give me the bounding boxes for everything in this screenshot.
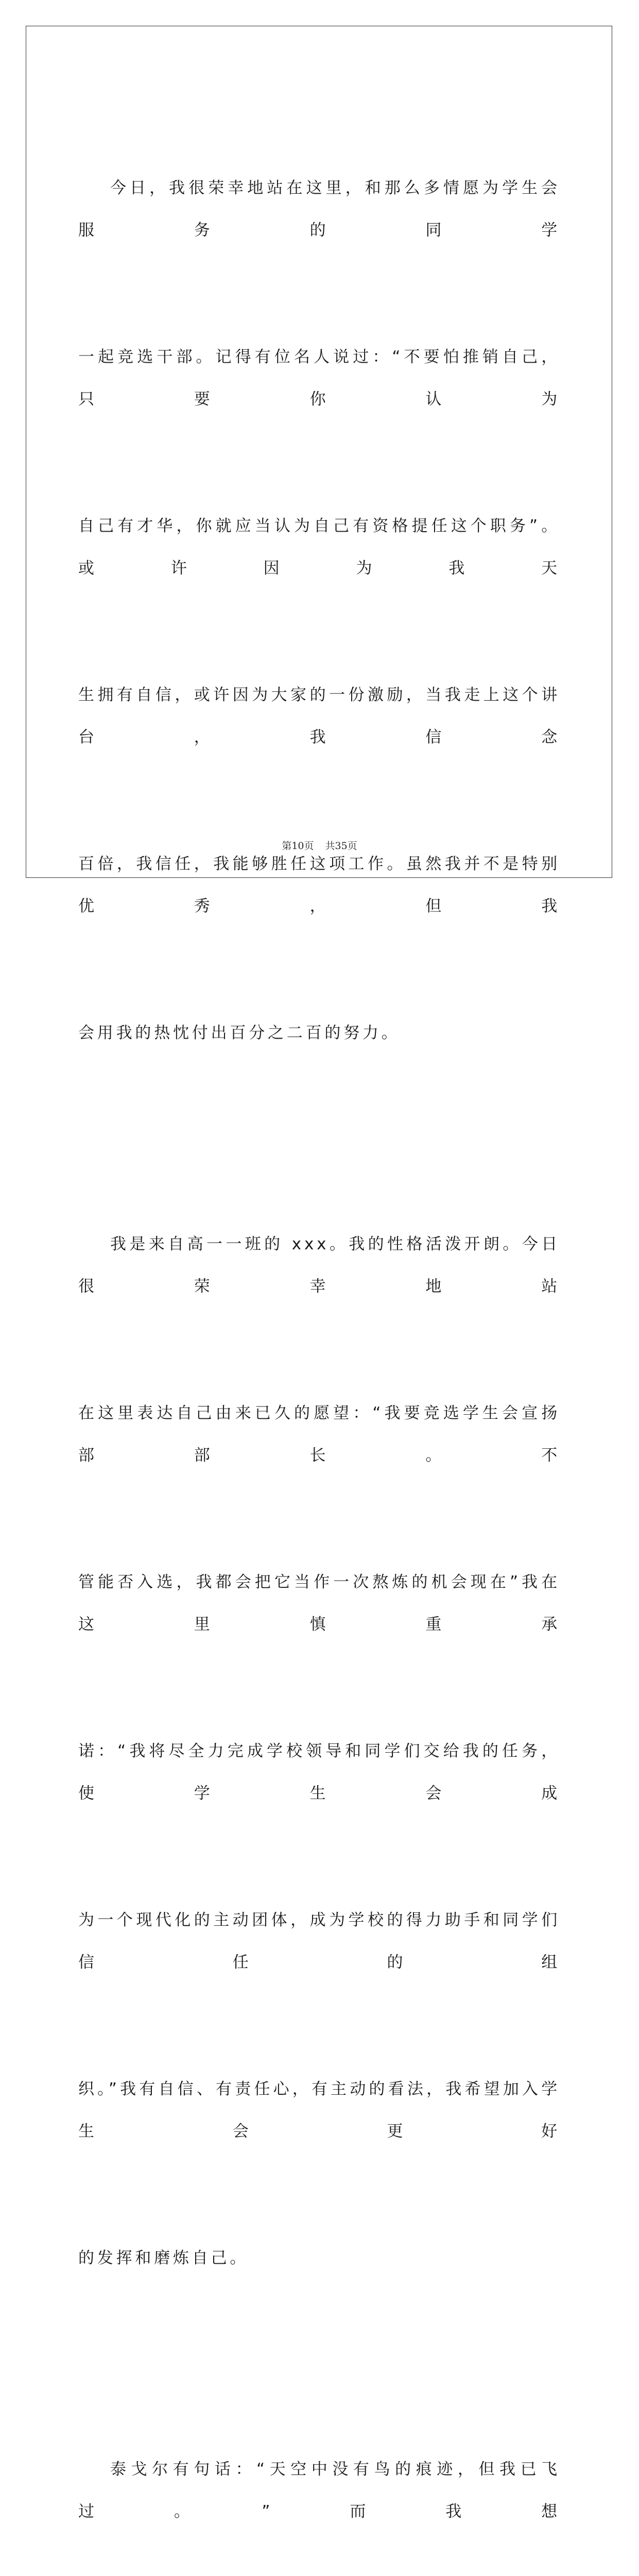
text-line: 一起竞选干部。记得有位名人说过：“不要怕推销自己，只要你认为 [78,348,560,409]
text-line: 管能否入选，我都会把它当作一次熬炼的机会现在”我在这里慎重承 [78,1573,560,1634]
document-body [78,82,560,2576]
total-pages: 共35页 [325,840,357,852]
paragraph-1 [78,82,560,1139]
text-line: 今日，我很荣幸地站在这里，和那么多情愿为学生会服务的同学 [78,179,560,240]
text-line: 为一个现代化的主动团体，成为学校的得力助手和同学们信任的组 [78,1911,560,1972]
paragraph-3 [78,2364,560,2576]
page-number: 第10页 [282,840,314,852]
text-line: 的发挥和磨炼自己。 [78,2249,249,2267]
text-line: 自己有才华，你就应当认为自己有资格提任这个职务”。或许因为我天 [78,517,560,578]
text-line: 诺：“我将尽全力完成学校领导和同学们交给我的任务，使学生会成 [78,1742,560,1803]
text-line: 百倍，我信任，我能够胜任这项工作。虽然我并不是特别优秀，但我 [78,855,560,916]
text-line: 生拥有自信，或许因为大家的一份激励，当我走上这个讲台，我信念 [78,686,560,747]
text-line: 泰戈尔有句话：“天空中没有鸟的痕迹，但我已飞过。”而我想 [78,2460,560,2521]
page-footer [0,838,639,852]
paragraph-2 [78,1139,560,2364]
text-line: 我是来自高一一班的 xxx。我的性格活泼开朗。今日很荣幸地站 [78,1235,560,1296]
text-line: 会用我的热忱付出百分之二百的努力。 [78,1024,401,1042]
text-line: 在这里表达自己由来已久的愿望：“我要竞选学生会宣扬部部长。不 [78,1404,560,1465]
text-line: 织。”我有自信、有责任心，有主动的看法，我希望加入学生会更好 [78,2080,560,2141]
